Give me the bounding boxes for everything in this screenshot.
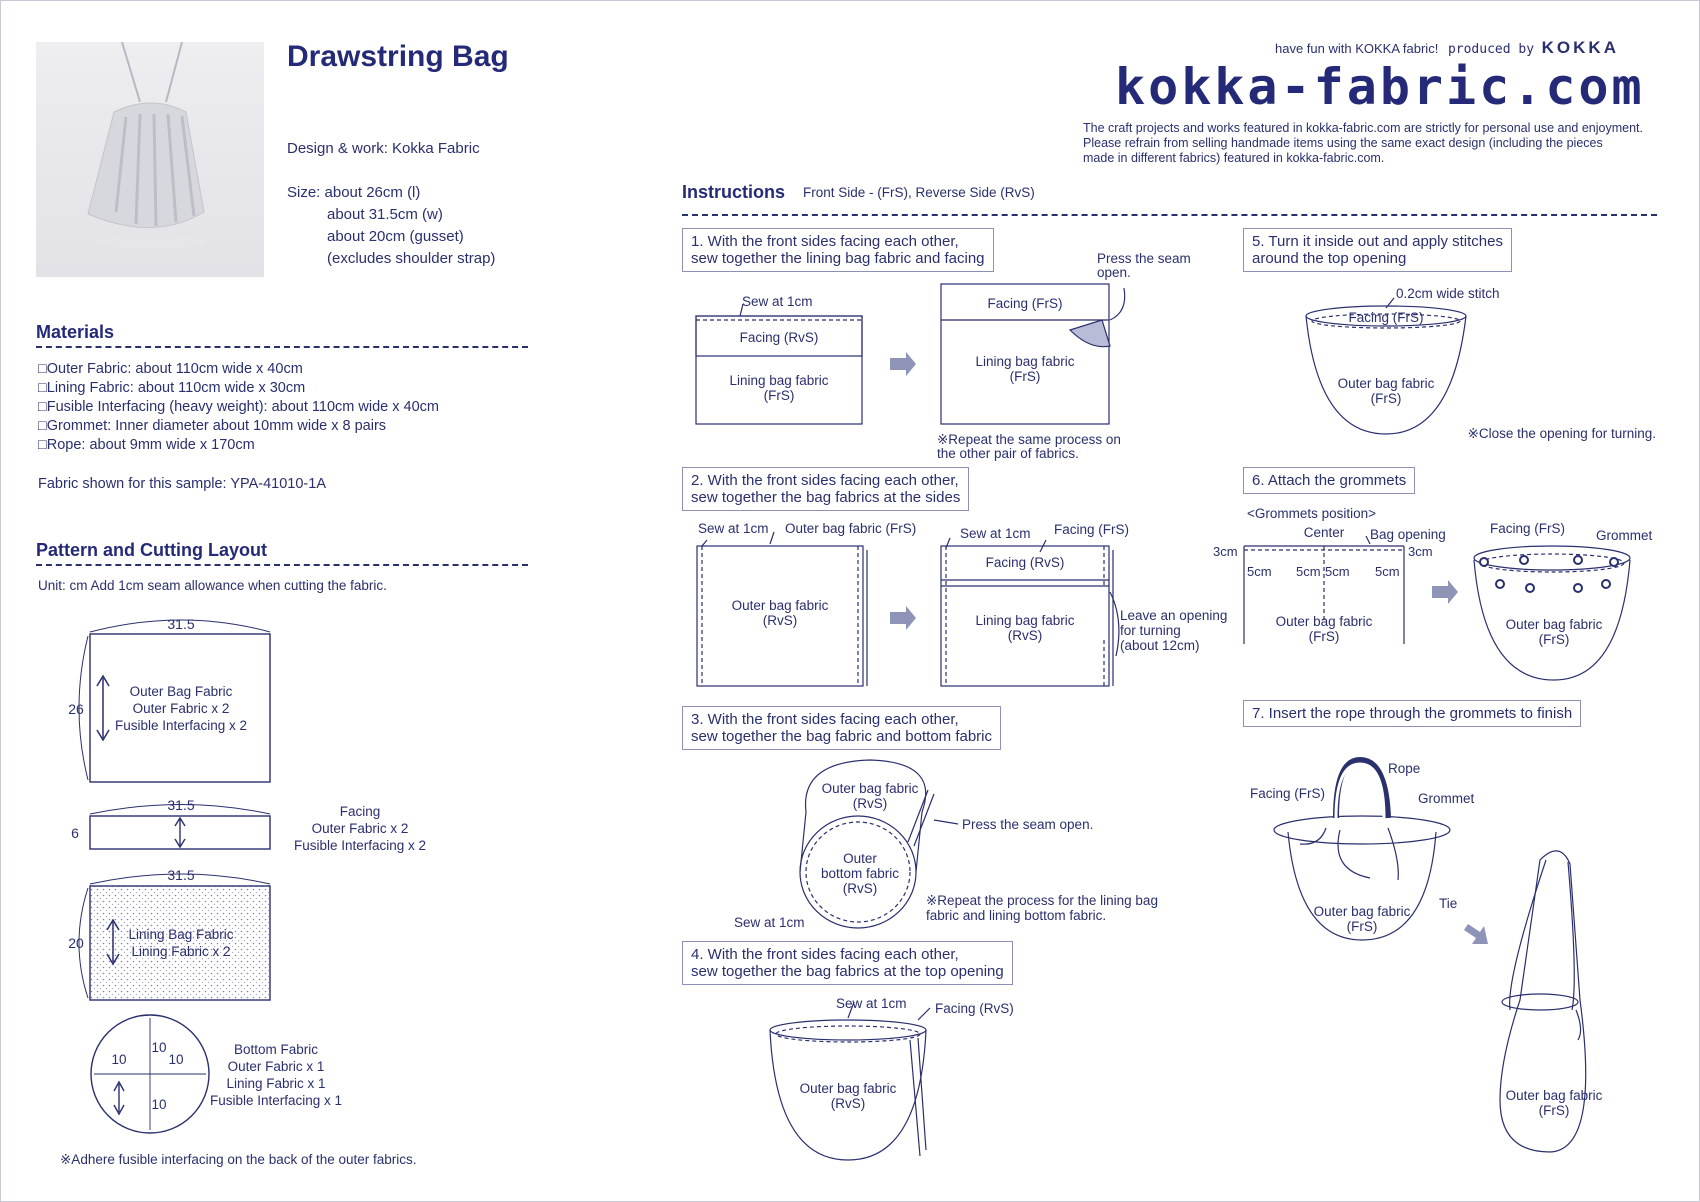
s1-lining-3: Lining bag fabric (975, 354, 1075, 369)
outer-label-1: Outer Bag Fabric (129, 684, 233, 699)
s4-outer-1: Outer bag fabric (799, 1081, 897, 1096)
notice-line-3: made in different fabrics) featured in kokka-fabric.com. (1083, 151, 1385, 165)
s1-lining-1: Lining bag fabric (729, 373, 829, 388)
s6-outer-4: (FrS) (1538, 632, 1570, 647)
s7-outer-1: Outer bag fabric (1313, 904, 1411, 919)
lining-height: 20 (68, 935, 84, 951)
s7-outer-3: Outer bag fabric (1505, 1088, 1603, 1103)
s6-opening: Bag opening (1370, 527, 1446, 542)
facing-label-1: Facing (339, 804, 381, 819)
s3-bottom-3: (RvS) (842, 881, 878, 896)
s3-sew: Sew at 1cm (734, 915, 805, 930)
s2-lining-1: Lining bag fabric (975, 613, 1075, 628)
facing-label-3: Fusible Interfacing x 2 (293, 838, 427, 853)
s7-tie: Tie (1439, 896, 1458, 911)
s4-sew: Sew at 1cm (836, 996, 907, 1011)
materials-heading: Materials (36, 322, 115, 342)
s1-lining-4: (FrS) (1009, 369, 1041, 384)
s6-5cm-b: 5cm (1296, 564, 1321, 579)
facing-width: 31.5 (167, 797, 195, 813)
s2-lining-2: (RvS) (1007, 628, 1043, 643)
s2-outer-2: (RvS) (762, 613, 798, 628)
bottom-r2: 10 (151, 1040, 167, 1055)
material-item: □Fusible Interfacing (heavy weight): about 110cm wide x 40cm (38, 399, 439, 415)
size-line-4: (excludes shoulder strap) (327, 250, 496, 267)
material-item: □Rope: about 9mm wide x 170cm (38, 437, 255, 453)
lining-width: 31.5 (167, 867, 195, 883)
step-7-title: 7. Insert the rope through the grommets to finish (1243, 700, 1581, 727)
material-item: □Grommet: Inner diameter about 10mm wide x 8 pairs (38, 418, 387, 434)
bottom-label-2: Outer Fabric x 1 (227, 1059, 325, 1074)
facing-height: 6 (71, 825, 79, 841)
s3-outer-2: (RvS) (852, 796, 888, 811)
s6-outer-3: Outer bag fabric (1505, 617, 1603, 632)
s6-facing: Facing (FrS) (1490, 521, 1566, 536)
s4-outer-2: (RvS) (830, 1096, 866, 1111)
arrow-right-icon (1432, 580, 1458, 604)
s3-repeat-1: ※Repeat the process for the lining bag (926, 893, 1158, 908)
s6-5cm-a: 5cm (1247, 564, 1272, 579)
step-2-title: 2. With the front sides facing each other, sew together the bag fabrics at the sides (682, 467, 969, 511)
step-1-title: 1. With the front sides facing each other, sew together the lining bag fabric and facing (682, 228, 994, 272)
size-line-2: about 31.5cm (w) (327, 206, 443, 223)
instructions-heading: Instructions (682, 182, 786, 202)
step-6-title: 6. Attach the grommets (1243, 467, 1415, 494)
s2-sew: Sew at 1cm (698, 521, 769, 536)
s6-outer-1: Outer bag fabric (1275, 614, 1373, 629)
s3-press: Press the seam open. (962, 817, 1094, 832)
pattern-heading: Pattern and Cutting Layout (36, 540, 267, 560)
s1-press-1: Press the seam (1097, 251, 1191, 266)
s6-grommet: Grommet (1596, 528, 1653, 543)
s5-outer-1: Outer bag fabric (1337, 376, 1435, 391)
s2-outer: Outer bag fabric (FrS) (785, 521, 917, 536)
outer-height: 26 (68, 701, 84, 717)
s2-leave-3: (about 12cm) (1120, 638, 1200, 653)
arrow-right-icon (890, 352, 916, 376)
sample-fabric: Fabric shown for this sample: YPA-41010-1A (38, 476, 326, 492)
lining-label-1: Lining Bag Fabric (128, 927, 234, 942)
site-logo: kokka-fabric.com (1115, 58, 1645, 116)
s1-lining-2: (FrS) (763, 388, 795, 403)
bottom-r1: 10 (111, 1052, 127, 1067)
s6-3cm-b: 3cm (1408, 544, 1433, 559)
outer-width: 31.5 (167, 616, 195, 632)
s2-leave-1: Leave an opening (1120, 608, 1228, 623)
interfacing-footnote: ※Adhere fusible interfacing on the back of the outer fabrics. (60, 1152, 417, 1167)
s1-facing-2: Facing (FrS) (987, 296, 1063, 311)
notice-line-1: The craft projects and works featured in kokka-fabric.com are strictly for personal use and enjoyment. (1083, 121, 1643, 135)
s6-5cm-d: 5cm (1375, 564, 1400, 579)
s2-sew-2: Sew at 1cm (960, 526, 1031, 541)
design-credit: Design & work: Kokka Fabric (287, 140, 480, 157)
tagline-text: have fun with KOKKA fabric! (1275, 41, 1439, 56)
bottom-label-3: Lining Fabric x 1 (226, 1076, 326, 1091)
s1-facing: Facing (RvS) (739, 330, 819, 345)
s2-outer-1: Outer bag fabric (731, 598, 829, 613)
arrow-down-right-icon (1464, 924, 1488, 944)
s7-grommet: Grommet (1418, 791, 1475, 806)
outer-label-2: Outer Fabric x 2 (132, 701, 230, 716)
facing-label-2: Outer Fabric x 2 (311, 821, 409, 836)
material-item: □Lining Fabric: about 110cm wide x 30cm (38, 380, 306, 396)
s3-bottom-1: Outer (843, 851, 877, 866)
s3-bottom-2: bottom fabric (820, 866, 900, 881)
step-3-title: 3. With the front sides facing each other, sew together the bag fabric and bottom fabric (682, 706, 1001, 750)
s7-facing: Facing (FrS) (1250, 786, 1326, 801)
s5-facing: Facing (FrS) (1348, 310, 1424, 325)
s1-press-2: open. (1097, 265, 1131, 280)
arrow-right-icon (890, 606, 916, 630)
s1-repeat-1: ※Repeat the same process on (937, 432, 1121, 447)
unit-note: Unit: cm Add 1cm seam allowance when cutting the fabric. (38, 578, 387, 593)
s3-outer-1: Outer bag fabric (821, 781, 919, 796)
page-title: Drawstring Bag (287, 40, 509, 73)
step-4-title: 4. With the front sides facing each other, sew together the bag fabrics at the top opening (682, 941, 1013, 985)
s5-outer-2: (FrS) (1370, 391, 1402, 406)
bottom-label-1: Bottom Fabric (233, 1042, 319, 1057)
notice-line-2: Please refrain from selling handmade items using the same exact design (including the pieces (1083, 136, 1603, 150)
size-line-1: Size: about 26cm (l) (287, 184, 421, 201)
s5-stitch: 0.2cm wide stitch (1396, 286, 1500, 301)
s2-facing: Facing (FrS) (1054, 522, 1130, 537)
s6-3cm-a: 3cm (1213, 544, 1238, 559)
s7-outer-4: (FrS) (1538, 1103, 1570, 1118)
s6-pos: <Grommets position> (1247, 506, 1377, 521)
s1-repeat-2: the other pair of fabrics. (937, 446, 1079, 461)
bottom-label-4: Fusible Interfacing x 1 (209, 1093, 343, 1108)
sides-legend: Front Side - (FrS), Reverse Side (RvS) (803, 185, 1035, 200)
material-item: □Outer Fabric: about 110cm wide x 40cm (38, 361, 303, 377)
step5-bag (1306, 316, 1466, 434)
s1-sew: Sew at 1cm (742, 294, 813, 309)
kokka-wordmark: KOKKA (1541, 38, 1619, 57)
s3-repeat-2: fabric and lining bottom fabric. (926, 908, 1107, 923)
s2-leave-2: for turning (1120, 623, 1181, 638)
s5-close: ※Close the opening for turning. (1467, 426, 1656, 441)
s7-outer-2: (FrS) (1346, 919, 1378, 934)
produced-text: produced by (1447, 42, 1535, 57)
lining-label-2: Lining Fabric x 2 (131, 944, 231, 959)
s6-outer-2: (FrS) (1308, 629, 1340, 644)
step-5-title: 5. Turn it inside out and apply stitches around the top opening (1243, 228, 1512, 272)
s6-center: Center (1303, 525, 1345, 540)
bottom-r4: 10 (151, 1097, 167, 1112)
outer-label-3: Fusible Interfacing x 2 (114, 718, 248, 733)
s7-rope: Rope (1388, 761, 1421, 776)
s2-facing-2: Facing (RvS) (985, 555, 1065, 570)
iron-icon (1070, 320, 1110, 347)
size-line-3: about 20cm (gusset) (327, 228, 464, 245)
grommets (1480, 556, 1618, 592)
s4-facing: Facing (RvS) (935, 1001, 1014, 1016)
bottom-r3: 10 (168, 1052, 184, 1067)
s6-5cm-c: 5cm (1325, 564, 1350, 579)
